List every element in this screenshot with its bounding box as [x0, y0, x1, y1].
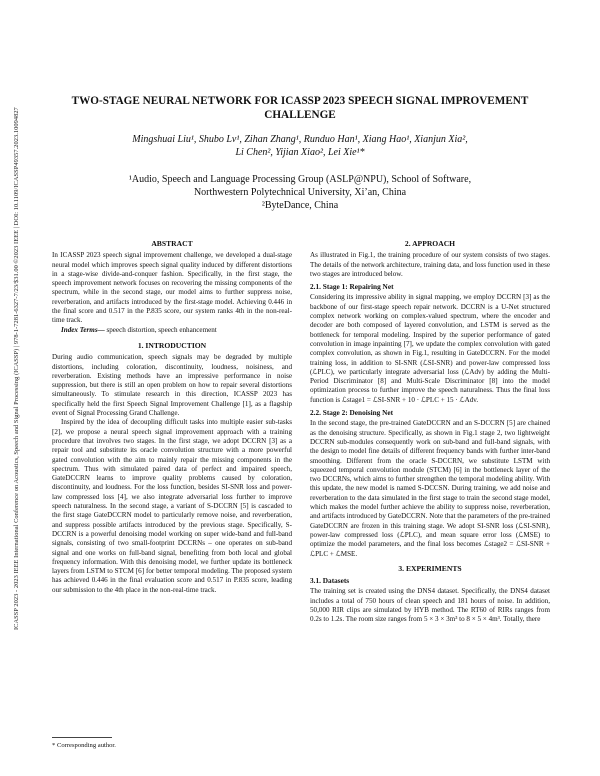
index-terms-text: speech distortion, speech enhancement: [104, 325, 217, 334]
stage1-text: Considering its impressive ability in signal mapping, we employ DCCRN [3] as the backbone of our first-stage speech repair network. DCCRN is a U-Net structured complex network working on complex-valued spectrum, where the encoder and decoder are both composed of layered convolution, and LSTM is served as the bottleneck for temporal modeling. Inspired by the superior performance of gated convolution in image inpainting [7], we update the complex convolution with gated complex convolution, as shown in Fig.1, resulting in GateDCCRN. For the model training loss, in addition to SI-SNR (ℒSI-SNR) and power-law compressed loss (ℒPLC), we particularly integrate adversarial loss (ℒAdv) by adding the Multi-Period Discriminator [8] and Multi-Scale Discriminator [8] into the model optimization process to further improve the speech naturalness. Thus the final loss function is ℒstage1 = ℒSI-SNR + 10 · ℒPLC + 15 · ℒAdv.: [310, 293, 550, 404]
affiliation-line-3: ²ByteDance, China: [261, 200, 339, 211]
affiliation-line-2: Northwestern Polytechnical University, Xi’an, China: [193, 187, 407, 198]
approach-intro: As illustrated in Fig.1, the training procedure of our system consists of two stages. The details of the network architecture, training data, and loss function used in these two stages are introduced below.: [310, 251, 550, 278]
footnote: * Corresponding author.: [52, 742, 116, 749]
abstract-text: In ICASSP 2023 speech signal improvement challenge, we developed a dual-stage neural model which improves speech signal quality induced by different distortions in a stage-wise divide-and-conquer fashion. Specifically, in the first stage, the speech improvement network focuses on recovering the missing components of the spectrum, while in the second stage, our model aims to further suppress noise, reverberation, and artifacts introduced by the first-stage model. Achieving 0.446 in the final score and 0.517 in the P.835 score, our system ranks 4th in the non-real-time track.: [52, 251, 292, 325]
paper-title: TWO-STAGE NEURAL NETWORK FOR ICASSP 2023 SPEECH SIGNAL IMPROVEMENT CHALLENGE: [71, 95, 529, 121]
footnote-rule: [52, 737, 112, 738]
intro-paragraph-2: Inspired by the idea of decoupling difficult tasks into multiple easier sub-tasks [2], we propose a neural speech signal improvement approach with a training procedure that involves two stages. In the first stage, we adopt DCCRN [3] as a repair tool and substitute its oracle convolution structure with a more powerful gated convolution with the aim to mainly repair the missing components in the spectrum. Thus with simulated paired data of perfect and impaired speech, GateDCCRN learns to improve quality problems caused by coloration, discontinuity, and loudness. For the loss function, besides SI-SNR loss and power-law compressed loss [4], we also integrate adversarial loss further to improve speech naturalness. In the second stage, a variant of S-DCCRN [5] is cascaded to the first stage GateDCCRN model to particularly remove noise, and reverberation, and suppress possible artifacts introduced by the previous stage. Specifically, S-DCCRN is a powerful denoising model working on super wide-band and full-band signals, consisting of two small-footprint DCCRNs – one operates on sub-band signal and one works on full-band signal, benefiting from both local and global frequency information. With this denoising model, we further update its bottleneck layers from LSTM to STCM [6] for better temporal modeling. The proposed system has achieved 0.446 in the final evaluation score and 0.517 in P.835 score, leading our submission to the 4th place in the non-real-time track.: [52, 418, 292, 594]
author-line-2: Li Chen², Yijian Xiao², Lei Xie¹*: [235, 147, 365, 158]
doi-sidebar-text: ICASSP 2023 - 2023 IEEE International Conference on Acoustics, Speech and Signal Processing (ICASSP) | 978-1-7281-6327-7/23/$31.00 ©2023 IEEE | DOI: 10.1109/ICASSP49357.2023.10094827: [13, 107, 20, 630]
datasets-text: The training set is created using the DNS4 dataset. Specifically, the DNS4 dataset includes a total of 750 hours of clean speech and 181 hours of noise. In addition, 50,000 RIR clips are simulated by HYB method. The RT60 of RIRs ranges from 0.2s to 1.2s. The room size ranges from 5 × 3 × 3m³ to 8 × 5 × 4m³. Totally, there: [310, 587, 550, 624]
introduction-heading: 1. INTRODUCTION: [137, 340, 207, 350]
affiliation-line-1: ¹Audio, Speech and Language Processing Group (ASLP@NPU), School of Software,: [128, 174, 472, 185]
affiliation-block: [40, 173, 560, 212]
index-terms-label: Index Terms—: [61, 325, 105, 334]
index-terms: [52, 326, 292, 335]
experiments-heading: 3. EXPERIMENTS: [398, 563, 462, 573]
doi-sidebar: [2, 70, 20, 630]
stage2-heading: 2.2. Stage 2: Denoising Net: [310, 408, 394, 418]
intro-paragraph-1: During audio communication, speech signals may be degraded by multiple distortions, including coloration, discontinuity, loudness, noisiness, and reverberation. Existing methods have an impressive performance in noise suppression, but there is still an open problem on how to repair several distortions simultaneously. To stimulate research in this direction, ICASSP 2023 has specifically held the first Speech Signal Improvement Challenge [1], as a flagship event of Signal Processing Grand Challenge.: [52, 353, 292, 418]
right-column: [310, 237, 550, 625]
datasets-heading: 3.1. Datasets: [310, 576, 350, 586]
stage2-text: In the second stage, the pre-trained GateDCCRN and an S-DCCRN [5] are chained as the denoising structure. Specifically, as shown in Fig.1 stage 2, two lightweight DCCRN sub-modules consequently work on sub-band and full-band signals, with the design to model fine details of different frequency bands with further inter-band smoothing. Different from the oracle S-DCCRN, we substitute LSTM with squeezed temporal convolution module (STCM) [6] in the bottleneck layer of the two DCCRNs, which aims to further strengthen the temporal modeling ability. With this update, the new model is named S-DCCSN. During training, we add noise and reverberation to the data simulated in the first stage to train the second stage model, which makes the model further achieve the ability to suppress noise, reverberation, and artifacts introduced by GateDCCRN. Note that the parameters of the pre-trained GateDCCRN are frozen in this training stage. We adopt SI-SNR loss (ℒSI-SNR), power-law compressed loss (ℒPLC), and mean square error loss (ℒMSE) to optimize the model parameters, and the final loss becomes ℒstage2 = ℒSI-SNR + ℒPLC + ℒMSE.: [310, 419, 550, 558]
author-list: [40, 133, 560, 159]
approach-heading: 2. APPROACH: [404, 239, 456, 248]
stage1-heading: 2.1. Stage 1: Repairing Net: [310, 282, 394, 292]
author-line-1: Mingshuai Liu¹, Shubo Lv¹, Zihan Zhang¹, Runduo Han¹, Xiang Hao¹, Xianjun Xia²,: [132, 134, 468, 145]
abstract-heading: ABSTRACT: [151, 239, 193, 248]
left-column: [52, 237, 292, 595]
